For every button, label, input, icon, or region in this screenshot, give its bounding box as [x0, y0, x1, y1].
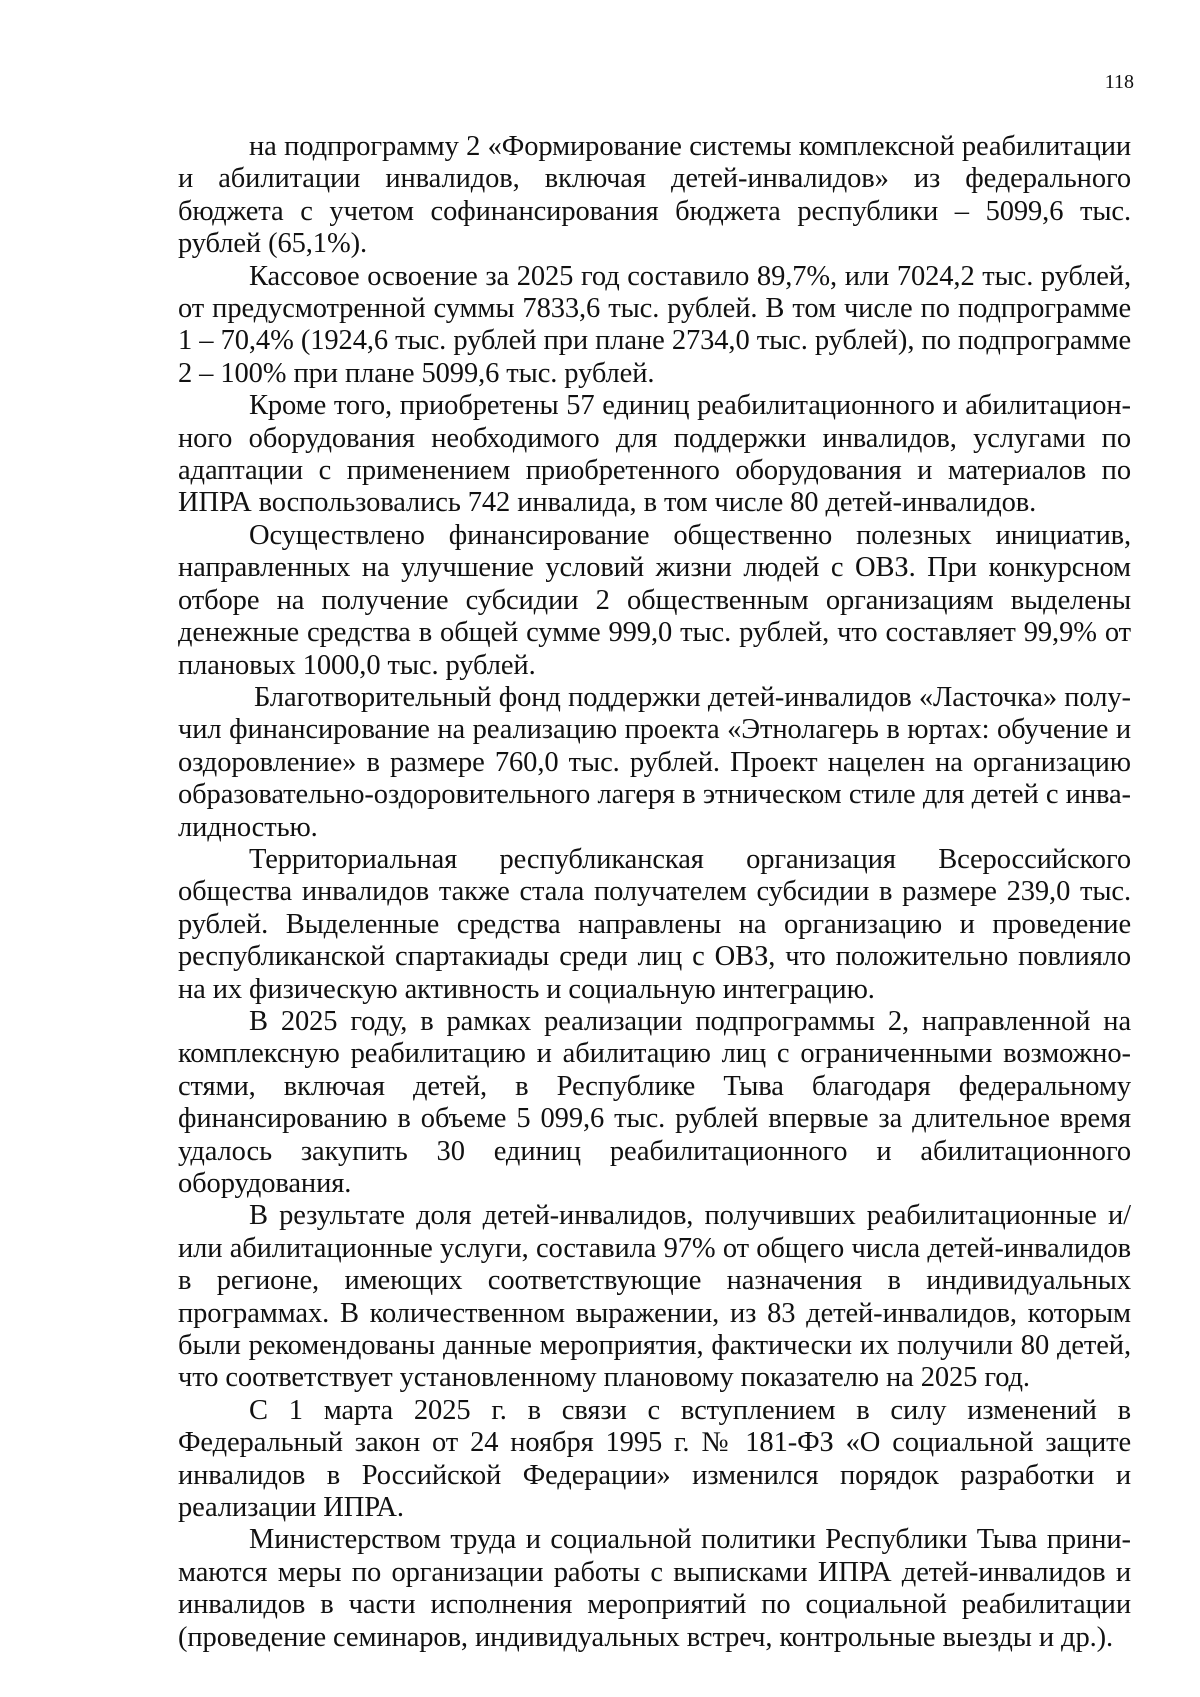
paragraph-9: С 1 марта 2025 г. в связи с вступлением в силу изменений в Федеральный закон от 24 ноября 1995 г. № 181-ФЗ «О социальной защите инвалидов в Российской Федерации» изменился порядок разработки и реализации ИПРА.: [178, 1394, 1131, 1524]
page-number: 118: [1104, 71, 1134, 93]
document-body: [178, 131, 1131, 1654]
paragraph-1: на подпрограмму 2 «Формирование системы комплексной реабилитации и абилитации инвалидов, включая детей-инвалидов» из федерального бюджета с учетом софинансирования бюджета республики – 5099,6 тыс. рублей (65,1%).: [178, 131, 1131, 260]
paragraph-4: Осуществлено финансирование общественно полезных инициатив, направленных на улучшение условий жизни людей с ОВЗ. При конкурсном отборе на получение субсидии 2 общественным организациям выделены денежные средства в общей сумме 999,0 тыс. рублей, что составляет 99,9% от плановых 1000,0 тыс. рублей.: [178, 519, 1131, 681]
paragraph-5: Благотворительный фонд поддержки детей-инвалидов «Ласточка» получил финансирование на реализацию проекта «Этнолагерь в юртах: обучение и оздоровление» в размере 760,0 тыс. рублей. Проект нацелен на организацию образовательно-оздоровительного лагеря в этническом стиле для детей с инвалидностью.: [178, 681, 1131, 843]
paragraph-6: Территориальная республиканская организация Всероссийского общества инвалидов также стала получателем субсидии в размере 239,0 тыс. рублей. Выделенные средства направлены на организацию и проведение республиканской спартакиады среди лиц с ОВЗ, что положительно повлияло на их физическую активность и социальную интеграцию.: [178, 843, 1131, 1005]
paragraph-2: Кассовое освоение за 2025 год составило 89,7%, или 7024,2 тыс. рублей, от предусмотренной суммы 7833,6 тыс. рублей. В том числе по подпрограмме 1 – 70,4% (1924,6 тыс. рублей при плане 2734,0 тыс. рублей), по подпрограмме 2 – 100% при плане 5099,6 тыс. рублей.: [178, 260, 1131, 389]
paragraph-10: Министерством труда и социальной политики Республики Тыва принимаются меры по организации работы с выписками ИПРА детей-инвалидов и инвалидов в части исполнения мероприятий по социальной реабилитации (проведение семинаров, индивидуальных встреч, контрольные выезды и др.).: [178, 1524, 1131, 1653]
paragraph-7: В 2025 году, в рамках реализации подпрограммы 2, направленной на комплексную реабилитацию и абилитацию лиц с ограниченными возможностями, включая детей, в Республике Тыва благодаря федеральному финансированию в объеме 5 099,6 тыс. рублей впервые за длительное время удалось закупить 30 единиц реабилитационного и абилитационного оборудования.: [178, 1005, 1131, 1199]
paragraph-8: В результате доля детей-инвалидов, получивших реабилитационные и/или абилитационные услуги, составила 97% от общего числа детей-инвалидов в регионе, имеющих соответствующие назначения в индивидуальных программах. В количественном выражении, из 83 детей-инвалидов, которым были рекомендованы данные мероприятия, фактически их получили 80 детей, что соответствует установленному плановому показателю на 2025 год.: [178, 1200, 1131, 1394]
paragraph-3: Кроме того, приобретены 57 единиц реабилитационного и абилитационного оборудования необходимого для поддержки инвалидов, услугами по адаптации с применением приобретенного оборудования и материалов по ИПРА воспользовались 742 инвалида, в том числе 80 детей-инвалидов.: [178, 390, 1131, 519]
